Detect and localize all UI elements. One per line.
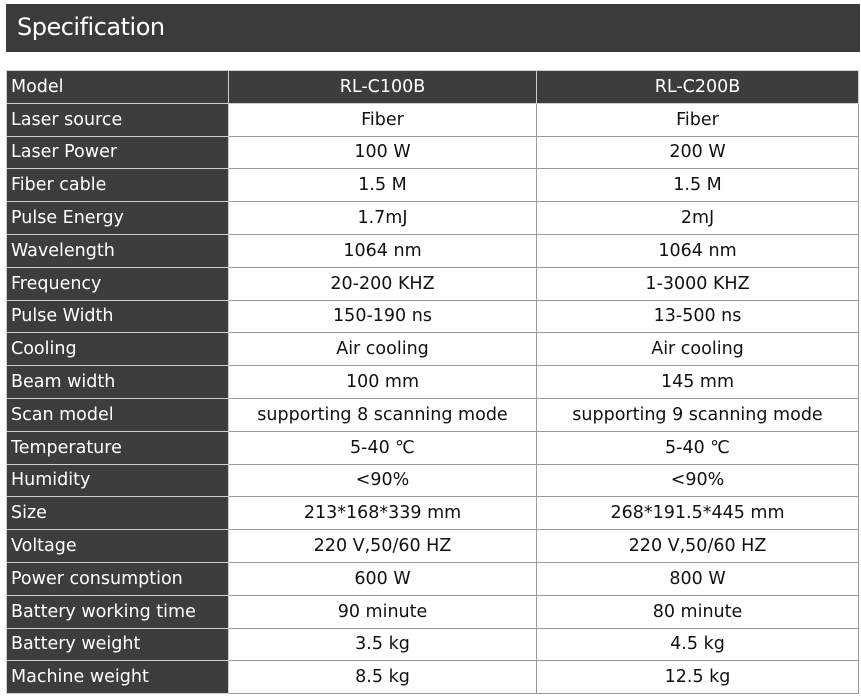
spec-value-model-2: 4.5 kg: [537, 628, 859, 661]
spec-value-model-1: supporting 8 scanning mode: [229, 398, 537, 431]
spec-value-model-2: 800 W: [537, 562, 859, 595]
spec-label: Pulse Width: [7, 300, 229, 333]
spec-value-model-1: 90 minute: [229, 595, 537, 628]
spec-value-model-2: 268*191.5*445 mm: [537, 497, 859, 530]
section-title: Specification: [17, 13, 165, 41]
spec-label: Power consumption: [7, 562, 229, 595]
table-row: [7, 398, 859, 431]
spec-value-model-2: 1-3000 KHZ: [537, 267, 859, 300]
spec-label: Fiber cable: [7, 169, 229, 202]
spec-label: Machine weight: [7, 661, 229, 694]
table-row: [7, 497, 859, 530]
spec-label: Size: [7, 497, 229, 530]
table-row: [7, 267, 859, 300]
spec-value-model-1: Fiber: [229, 103, 537, 136]
spec-value-model-1: 8.5 kg: [229, 661, 537, 694]
section-header: [6, 4, 860, 52]
table-row: [7, 431, 859, 464]
table-header-row: [7, 71, 859, 104]
spec-label: Voltage: [7, 530, 229, 563]
column-header-model-1: RL-C100B: [229, 71, 537, 104]
spec-label: Beam width: [7, 366, 229, 399]
spec-value-model-1: <90%: [229, 464, 537, 497]
table-row: [7, 234, 859, 267]
spec-value-model-1: Air cooling: [229, 333, 537, 366]
spec-value-model-2: 80 minute: [537, 595, 859, 628]
table-row: [7, 464, 859, 497]
spec-label: Scan model: [7, 398, 229, 431]
spec-value-model-1: 213*168*339 mm: [229, 497, 537, 530]
table-row: [7, 366, 859, 399]
table-row: [7, 628, 859, 661]
spec-label: Humidity: [7, 464, 229, 497]
spec-value-model-1: 1.7mJ: [229, 202, 537, 235]
spec-label: Pulse Energy: [7, 202, 229, 235]
spec-value-model-2: 12.5 kg: [537, 661, 859, 694]
spec-value-model-2: 5-40 ℃: [537, 431, 859, 464]
spec-value-model-2: 13-500 ns: [537, 300, 859, 333]
spec-value-model-1: 100 mm: [229, 366, 537, 399]
spec-label: Temperature: [7, 431, 229, 464]
spec-label: Battery weight: [7, 628, 229, 661]
spec-value-model-1: 1.5 M: [229, 169, 537, 202]
table-row: [7, 530, 859, 563]
spec-value-model-1: 100 W: [229, 136, 537, 169]
spec-value-model-2: Fiber: [537, 103, 859, 136]
table-row: [7, 562, 859, 595]
spec-label: Cooling: [7, 333, 229, 366]
table-row: [7, 333, 859, 366]
spec-value-model-1: 3.5 kg: [229, 628, 537, 661]
table-row: [7, 595, 859, 628]
table-row: [7, 169, 859, 202]
spec-label: Laser Power: [7, 136, 229, 169]
spec-value-model-2: <90%: [537, 464, 859, 497]
spec-value-model-2: Air cooling: [537, 333, 859, 366]
spec-label: Battery working time: [7, 595, 229, 628]
column-header-model: Model: [7, 71, 229, 104]
spec-value-model-2: 2mJ: [537, 202, 859, 235]
spec-label: Laser source: [7, 103, 229, 136]
spec-value-model-2: 145 mm: [537, 366, 859, 399]
spec-label: Frequency: [7, 267, 229, 300]
spec-value-model-1: 150-190 ns: [229, 300, 537, 333]
spec-value-model-1: 220 V,50/60 HZ: [229, 530, 537, 563]
spec-value-model-1: 1064 nm: [229, 234, 537, 267]
spec-value-model-2: 220 V,50/60 HZ: [537, 530, 859, 563]
specification-table: [6, 70, 859, 694]
table-row: [7, 136, 859, 169]
table-row: [7, 661, 859, 694]
spec-value-model-2: supporting 9 scanning mode: [537, 398, 859, 431]
spec-label: Wavelength: [7, 234, 229, 267]
spec-value-model-2: 200 W: [537, 136, 859, 169]
table-row: [7, 103, 859, 136]
column-header-model-2: RL-C200B: [537, 71, 859, 104]
spec-value-model-1: 600 W: [229, 562, 537, 595]
table-row: [7, 202, 859, 235]
spec-value-model-1: 20-200 KHZ: [229, 267, 537, 300]
table-row: [7, 300, 859, 333]
spec-value-model-1: 5-40 ℃: [229, 431, 537, 464]
spec-value-model-2: 1.5 M: [537, 169, 859, 202]
spec-value-model-2: 1064 nm: [537, 234, 859, 267]
